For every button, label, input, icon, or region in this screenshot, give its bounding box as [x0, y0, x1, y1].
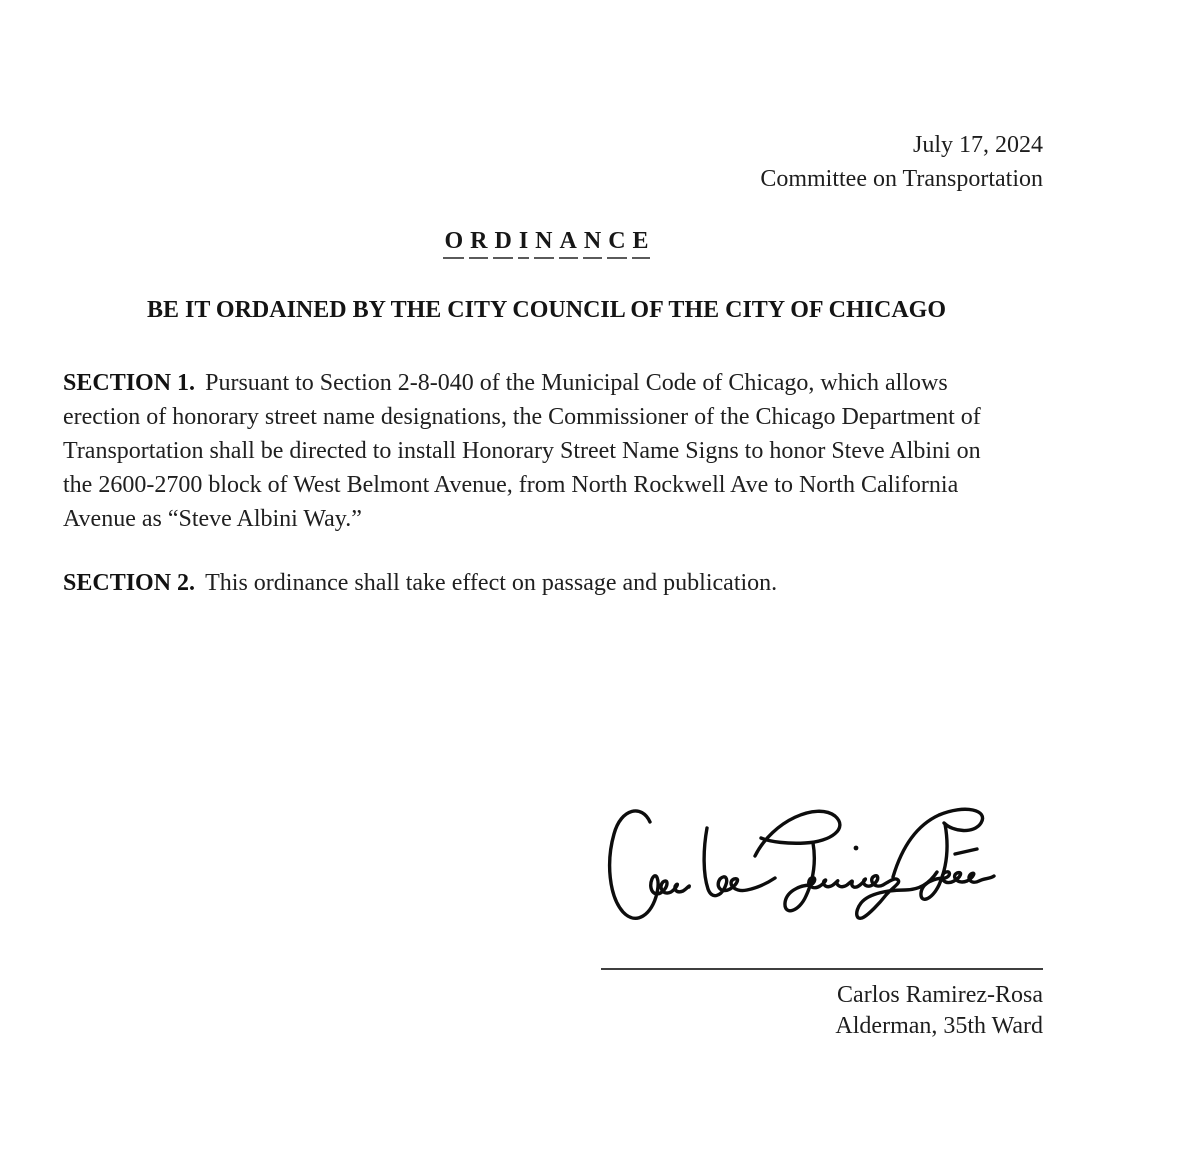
header-committee: Committee on Transportation	[760, 166, 1043, 192]
signature-line	[601, 968, 1043, 970]
signatory-name: Carlos Ramirez-Rosa	[837, 982, 1043, 1008]
section-1-line-3: Transportation shall be directed to install Honorary Street Name Signs to honor Steve Albini on	[63, 438, 981, 464]
signatory-block	[835, 980, 1043, 1042]
section-2-paragraph	[63, 566, 777, 600]
enacting-clause: BE IT ORDAINED BY THE CITY COUNCIL OF THE CITY OF CHICAGO	[146, 297, 947, 323]
section-1-line-5: Avenue as “Steve Albini Way.”	[63, 506, 362, 532]
document-header	[760, 128, 1043, 196]
document-title: O R D I N A N C E	[441, 228, 652, 259]
header-date: July 17, 2024	[912, 132, 1043, 158]
section-1-text-1: Pursuant to Section 2-8-040 of the Municipal Code of Chicago, which allows	[205, 370, 948, 396]
section-2-label: SECTION 2.	[63, 570, 196, 596]
title-row	[63, 228, 1030, 259]
section-1-label: SECTION 1.	[63, 370, 196, 396]
handwritten-signature	[603, 798, 1035, 940]
signatory-title: Alderman, 35th Ward	[835, 1013, 1043, 1039]
section-2-text: This ordinance shall take effect on passage and publication.	[205, 570, 778, 596]
section-1-line-1	[63, 366, 981, 400]
section-1-line-2: erection of honorary street name designations, the Commissioner of the Chicago Department of	[63, 404, 981, 430]
section-1-paragraph	[63, 366, 981, 536]
section-1-line-4: the 2600-2700 block of West Belmont Avenue, from North Rockwell Ave to North California	[63, 472, 959, 498]
